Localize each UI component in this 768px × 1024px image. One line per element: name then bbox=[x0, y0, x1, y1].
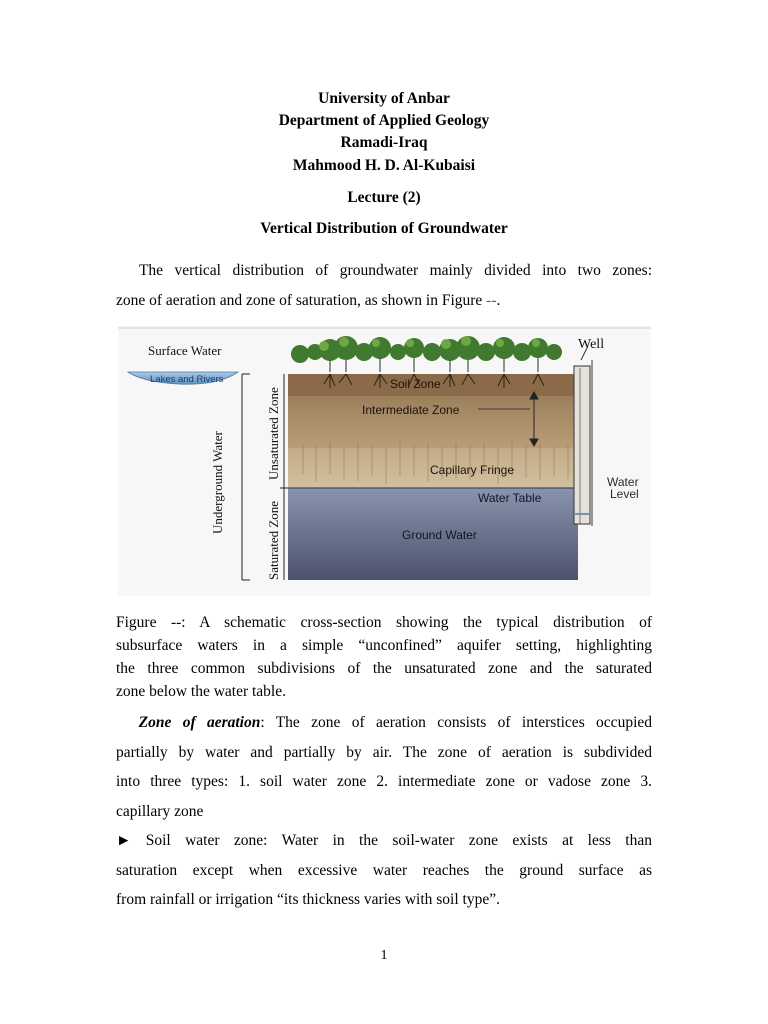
label-ground-water: Ground Water bbox=[402, 528, 477, 542]
aeration-term: Zone of aeration bbox=[138, 714, 261, 731]
label-intermediate-zone: Intermediate Zone bbox=[362, 403, 460, 417]
lecture-number: Lecture (2) bbox=[347, 189, 421, 206]
page-number: 1 bbox=[380, 948, 388, 963]
label-soil-zone: Soil Zone bbox=[390, 377, 441, 391]
intro-line-2: zone of aeration and zone of saturation, as shown in Figure --. bbox=[116, 291, 501, 309]
lecture-title: Vertical Distribution of Groundwater bbox=[260, 220, 508, 237]
label-lakes-rivers: Lakes and Rivers bbox=[150, 374, 224, 385]
intro-paragraph bbox=[116, 256, 652, 315]
label-capillary-fringe: Capillary Fringe bbox=[430, 463, 515, 477]
caption-line-2: subsurface waters in a simple “unconfined” aquifer setting, highlighting bbox=[116, 637, 652, 654]
city-name: Ramadi-Iraq bbox=[340, 134, 428, 151]
label-well: Well bbox=[578, 337, 605, 352]
university-name: University of Anbar bbox=[318, 90, 450, 107]
label-underground-water: Underground Water bbox=[210, 431, 225, 534]
department-name: Department of Applied Geology bbox=[278, 112, 490, 129]
soil-water-paragraph bbox=[116, 826, 652, 915]
aeration-line-3: into three types: 1. soil water zone 2. intermediate zone or vadose zone 3. bbox=[116, 773, 652, 790]
intro-line-1: The vertical distribution of groundwater mainly divided into two zones: bbox=[138, 262, 652, 279]
figure-reference-link[interactable]: -- bbox=[486, 291, 497, 309]
label-water-level-line2: Level bbox=[610, 487, 639, 501]
caption-line-4: zone below the water table. bbox=[116, 683, 286, 700]
aeration-line-4: capillary zone bbox=[116, 802, 204, 820]
aeration-line-2: partially by water and partially by air. The zone of aeration is subdivided bbox=[116, 743, 652, 761]
aeration-line-1: Zone of aeration: The zone of aeration consists of interstices occupied bbox=[138, 714, 652, 731]
label-unsaturated-zone: Unsaturated Zone bbox=[266, 387, 281, 480]
well-shaft bbox=[574, 366, 590, 524]
figure-caption bbox=[116, 611, 652, 703]
soil-water-line-2: saturation except when excessive water reaches the ground surface as bbox=[116, 861, 652, 879]
author-name: Mahmood H. D. Al-Kubaisi bbox=[292, 157, 476, 174]
groundwater-cross-section-diagram bbox=[118, 326, 651, 596]
aeration-paragraph bbox=[116, 708, 652, 826]
soil-water-line-1: ► Soil water zone: Water in the soil-water zone exists at less than bbox=[116, 832, 652, 849]
label-saturated-zone: Saturated Zone bbox=[266, 500, 281, 580]
caption-line-3: the three common subdivisions of the unsaturated zone and the saturated bbox=[116, 660, 652, 677]
groundwater-figure bbox=[118, 326, 651, 596]
caption-line-1: Figure --: A schematic cross-section showing the typical distribution of bbox=[116, 614, 652, 631]
label-water-level-line1: Water bbox=[607, 475, 639, 489]
soil-water-line-3: from rainfall or irrigation “its thickness varies with soil type”. bbox=[116, 891, 500, 908]
label-water-table: Water Table bbox=[478, 491, 542, 505]
label-surface-water: Surface Water bbox=[148, 343, 222, 358]
